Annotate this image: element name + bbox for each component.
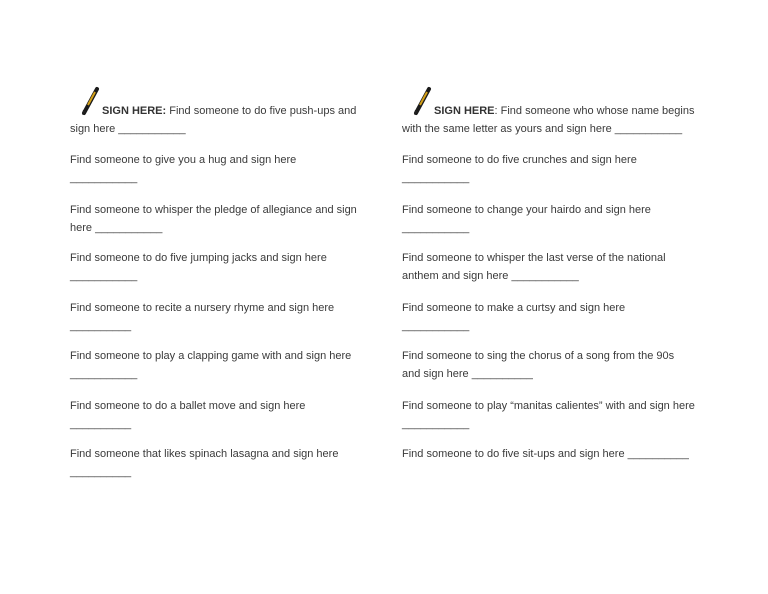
right-item-7 (402, 445, 689, 463)
left-item-4 (70, 299, 334, 335)
item-line: Find someone to do five jumping jacks and sign here (70, 252, 327, 264)
header-text: Find someone to do five push-ups and (166, 105, 357, 117)
item-line: Find someone to change your hairdo and sign here (402, 204, 651, 216)
sign-here-label: SIGN HERE: (102, 105, 167, 117)
item-line: Find someone to recite a nursery rhyme and sign here (70, 302, 335, 314)
item-line: Find someone to play “manitas calientes” with and sign here (402, 400, 695, 412)
signature-line: anthem and sign here ___________ (402, 270, 579, 282)
header-text: : Find someone who whose name begins (494, 105, 695, 117)
signature-line: here ___________ (70, 222, 163, 234)
right-item-3 (402, 249, 666, 285)
right-item-1 (402, 151, 637, 187)
signature-line: ___________ (70, 172, 138, 184)
left-item-5 (70, 347, 351, 383)
item-line: Find someone to do five crunches and sign here (402, 154, 637, 166)
left-column (70, 86, 370, 136)
pen-icon (80, 86, 102, 116)
header-text-2: sign here ___________ (70, 123, 186, 135)
signature-line: __________ (70, 418, 132, 430)
item-line: Find someone to give you a hug and sign here (70, 154, 297, 166)
right-column (402, 86, 702, 136)
left-item-2 (70, 201, 357, 237)
signature-line: ___________ (402, 172, 470, 184)
left-header-item (70, 86, 370, 136)
left-item-7 (70, 445, 338, 481)
item-line: Find someone that likes spinach lasagna and sign here (70, 448, 339, 460)
sign-here-label: SIGN HERE (434, 105, 495, 117)
right-item-6 (402, 397, 695, 433)
right-header-item (402, 86, 702, 136)
signature-line: and sign here __________ (402, 368, 533, 380)
item-line: Find someone to make a curtsy and sign here (402, 302, 626, 314)
left-item-6 (70, 397, 305, 433)
pen-icon (412, 86, 434, 116)
item-line: Find someone to whisper the last verse of the national (402, 252, 666, 264)
item-line: Find someone to sing the chorus of a song from the 90s (402, 350, 675, 362)
left-item-1 (70, 151, 296, 187)
item-line: Find someone to play a clapping game with and sign here (70, 350, 352, 362)
signature-line: ___________ (402, 320, 470, 332)
item-line: Find someone to do five sit-ups and sign here __________ (402, 448, 689, 460)
right-item-4 (402, 299, 625, 335)
item-line: Find someone to whisper the pledge of allegiance and sign (70, 204, 357, 216)
signature-line: ___________ (70, 270, 138, 282)
signature-line: ___________ (70, 368, 138, 380)
item-line: Find someone to do a ballet move and sign here (70, 400, 306, 412)
left-item-3 (70, 249, 327, 285)
header-text-2: with the same letter as yours and sign here ___________ (402, 123, 683, 135)
signature-line: __________ (70, 466, 132, 478)
signature-line: ___________ (402, 222, 470, 234)
right-item-5 (402, 347, 674, 383)
right-item-2 (402, 201, 651, 237)
signature-line: ___________ (402, 418, 470, 430)
signature-line: __________ (70, 320, 132, 332)
